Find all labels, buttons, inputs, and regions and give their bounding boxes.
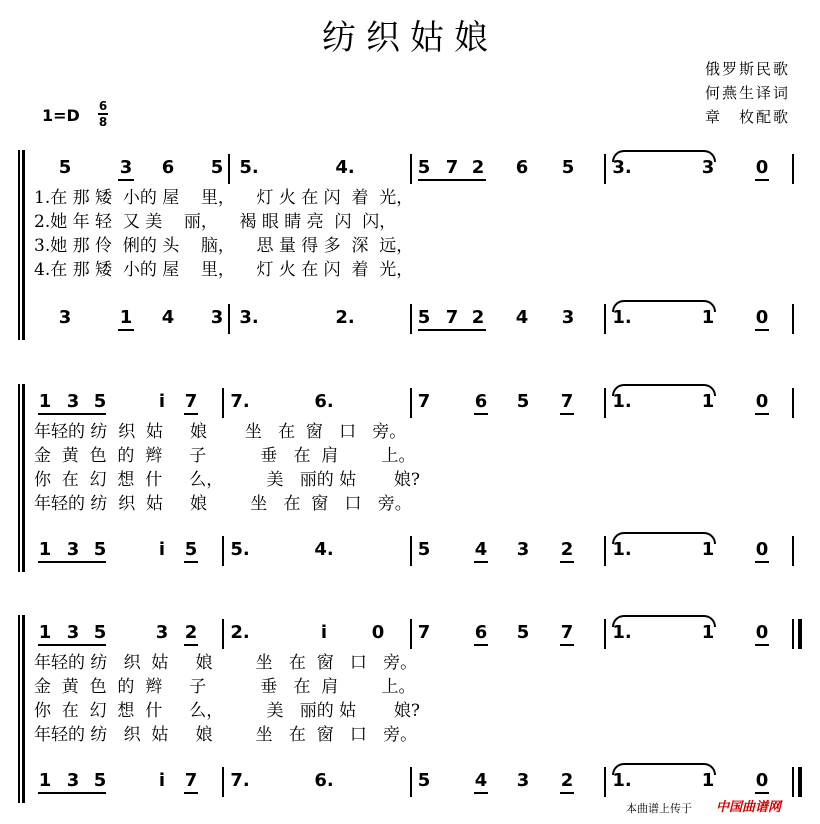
system-brace xyxy=(22,615,25,803)
upper-note: 1 xyxy=(38,391,52,412)
lyric-line: 3.她 那 伶 俐的 头 脑， 思 量 得 多 深 远， xyxy=(34,236,414,256)
beam-underline xyxy=(474,644,488,646)
beam-underline xyxy=(184,561,198,563)
credit-origin: 俄罗斯民歌 xyxy=(704,60,790,78)
beam-underline xyxy=(38,644,106,646)
upper-note: 7 xyxy=(560,622,574,643)
lower-note: 5 xyxy=(93,770,107,791)
barline-upper xyxy=(228,154,230,184)
beam-underline xyxy=(418,179,486,181)
beam-underline xyxy=(755,413,769,415)
lower-note: 2 xyxy=(471,307,485,328)
lyric-line: 1.在 那 矮 小的 屋 里， 灯 火 在 闪 着 光， xyxy=(34,188,414,208)
upper-note: 1. xyxy=(612,391,632,412)
lyric-line: 4.在 那 矮 小的 屋 里， 灯 火 在 闪 着 光， xyxy=(34,260,414,280)
lower-note: 3 xyxy=(561,307,575,328)
lower-note: 5. xyxy=(230,539,250,560)
upper-note: 2. xyxy=(230,622,250,643)
lower-note: 3. xyxy=(239,307,259,328)
lower-note: 0 xyxy=(755,770,769,791)
system-brace-inner xyxy=(18,615,20,803)
barline-lower xyxy=(792,767,794,797)
key-signature: 1=D xyxy=(42,106,80,125)
lyric-line: 年轻的 纺 织 姑 娘 坐 在 窗 口 旁。 xyxy=(34,494,412,514)
barline-lower xyxy=(792,536,794,566)
footer-text: 本曲谱上传于 xyxy=(626,802,692,815)
barline-lower xyxy=(604,304,606,334)
lyric-line: 你 在 幻 想 什 么， 美 丽的 姑 娘? xyxy=(34,701,421,721)
lower-note: 1 xyxy=(38,770,52,791)
lower-note: 1. xyxy=(612,307,632,328)
lower-note: 3 xyxy=(66,539,80,560)
lower-note: 5 xyxy=(184,539,198,560)
upper-note: 2 xyxy=(184,622,198,643)
lyric-line: 年轻的 纺 织 姑 娘 坐 在 窗 口 旁。 xyxy=(34,725,418,745)
barline-upper xyxy=(604,154,606,184)
lyric-line: 金 黄 色 的 辫 子 垂 在 肩 上。 xyxy=(34,677,416,697)
barline-lower xyxy=(410,767,412,797)
upper-note: i xyxy=(158,391,166,412)
site-logo: 中国曲谱网 xyxy=(716,800,782,815)
lower-note: 7. xyxy=(230,770,250,791)
barline-upper xyxy=(410,619,412,649)
lower-note: 1 xyxy=(701,307,715,328)
upper-note: 5 xyxy=(516,622,530,643)
beam-underline xyxy=(755,329,769,331)
upper-note: 7. xyxy=(230,391,250,412)
system-brace xyxy=(22,384,25,572)
upper-note: 3 xyxy=(66,391,80,412)
beam-underline xyxy=(38,413,106,415)
upper-note: 6 xyxy=(161,157,175,178)
barline-upper xyxy=(222,619,224,649)
lower-note: 3 xyxy=(516,539,530,560)
barline-upper xyxy=(222,388,224,418)
barline-upper xyxy=(604,388,606,418)
lower-note: 6. xyxy=(314,770,334,791)
lower-note: 3 xyxy=(210,307,224,328)
upper-note: 7 xyxy=(560,391,574,412)
lower-note: 5 xyxy=(417,539,431,560)
lower-note: 0 xyxy=(755,307,769,328)
beam-underline xyxy=(755,644,769,646)
beam-underline xyxy=(474,413,488,415)
upper-note: 7 xyxy=(417,391,431,412)
time-signature xyxy=(98,100,108,128)
upper-note: 0 xyxy=(755,622,769,643)
barline-upper xyxy=(792,388,794,418)
barline-upper xyxy=(410,388,412,418)
upper-note: 6 xyxy=(474,391,488,412)
lyric-line: 金 黄 色 的 辫 子 垂 在 肩 上。 xyxy=(34,446,416,466)
barline-lower xyxy=(228,304,230,334)
lower-note: 1. xyxy=(612,539,632,560)
lower-note: 2. xyxy=(335,307,355,328)
beam-underline xyxy=(418,329,486,331)
upper-note: 5 xyxy=(210,157,224,178)
beam-underline xyxy=(560,413,574,415)
beam-underline xyxy=(38,792,106,794)
lower-note: i xyxy=(158,770,166,791)
lower-note: 5 xyxy=(417,770,431,791)
lower-note: 5 xyxy=(417,307,431,328)
song-title: 纺织姑娘 xyxy=(322,18,498,58)
beam-underline xyxy=(755,179,769,181)
lower-note: 4. xyxy=(314,539,334,560)
upper-note: i xyxy=(320,622,328,643)
upper-note: 5 xyxy=(417,157,431,178)
upper-note: 6 xyxy=(515,157,529,178)
beam-underline xyxy=(38,561,106,563)
upper-note: 0 xyxy=(371,622,385,643)
lower-note: 1 xyxy=(701,770,715,791)
upper-note: 7 xyxy=(184,391,198,412)
barline-upper xyxy=(604,619,606,649)
upper-note: 3 xyxy=(119,157,133,178)
lower-note: 4 xyxy=(474,770,488,791)
upper-note: 5. xyxy=(239,157,259,178)
upper-note: 5 xyxy=(561,157,575,178)
lower-note: i xyxy=(158,539,166,560)
upper-note: 1. xyxy=(612,622,632,643)
final-barline-upper xyxy=(798,619,802,649)
lower-note: 1. xyxy=(612,770,632,791)
upper-note: 7 xyxy=(445,157,459,178)
beam-underline xyxy=(474,561,488,563)
lower-note: 4 xyxy=(474,539,488,560)
lower-note: 1 xyxy=(38,539,52,560)
upper-note: 6 xyxy=(474,622,488,643)
upper-note: 5 xyxy=(93,391,107,412)
beam-underline xyxy=(184,792,198,794)
beam-underline xyxy=(755,561,769,563)
barline-lower xyxy=(222,767,224,797)
lower-note: 2 xyxy=(560,539,574,560)
system-brace-inner xyxy=(18,150,20,340)
upper-note: 0 xyxy=(755,391,769,412)
system-brace xyxy=(22,150,25,340)
lower-note: 1 xyxy=(119,307,133,328)
beam-underline xyxy=(184,413,198,415)
lower-note: 3 xyxy=(66,770,80,791)
upper-note: 1 xyxy=(38,622,52,643)
lower-note: 3 xyxy=(516,770,530,791)
beam-underline xyxy=(184,644,198,646)
barline-lower xyxy=(792,304,794,334)
time-sig-bottom: 8 xyxy=(98,115,108,129)
lower-note: 3 xyxy=(58,307,72,328)
upper-note: 3 xyxy=(701,157,715,178)
upper-note: 5 xyxy=(516,391,530,412)
lower-note: 5 xyxy=(93,539,107,560)
system-brace-inner xyxy=(18,384,20,572)
beam-underline xyxy=(474,792,488,794)
barline-upper xyxy=(792,154,794,184)
barline-lower xyxy=(222,536,224,566)
beam-underline xyxy=(560,792,574,794)
upper-note: 1 xyxy=(701,391,715,412)
barline-lower xyxy=(410,304,412,334)
upper-note: 6. xyxy=(314,391,334,412)
lyric-line: 年轻的 纺 织 姑 娘 坐 在 窗 口 旁。 xyxy=(34,422,407,442)
barline-lower xyxy=(604,767,606,797)
beam-underline xyxy=(118,179,134,181)
upper-note: 7 xyxy=(417,622,431,643)
barline-upper xyxy=(792,619,794,649)
lyric-line: 2.她 年 轻 又 美 丽， 褐 眼 睛 亮 闪 闪， xyxy=(34,212,397,232)
final-barline-lower xyxy=(798,767,802,797)
credit-lyricist: 何燕生译词 xyxy=(704,84,790,102)
lower-note: 7 xyxy=(184,770,198,791)
upper-note: 5 xyxy=(93,622,107,643)
upper-note: 0 xyxy=(755,157,769,178)
beam-underline xyxy=(755,792,769,794)
lower-note: 2 xyxy=(560,770,574,791)
lower-note: 0 xyxy=(755,539,769,560)
beam-underline xyxy=(118,329,134,331)
barline-lower xyxy=(604,536,606,566)
time-sig-top: 6 xyxy=(98,99,108,113)
upper-note: 4. xyxy=(335,157,355,178)
lyric-line: 你 在 幻 想 什 么， 美 丽的 姑 娘? xyxy=(34,470,421,490)
upper-note: 3 xyxy=(155,622,169,643)
beam-underline xyxy=(560,644,574,646)
upper-note: 3. xyxy=(612,157,632,178)
lower-note: 4 xyxy=(161,307,175,328)
lower-note: 4 xyxy=(515,307,529,328)
beam-underline xyxy=(560,561,574,563)
credit-arranger: 章 枚配歌 xyxy=(704,108,790,126)
lower-note: 1 xyxy=(701,539,715,560)
upper-note: 3 xyxy=(66,622,80,643)
upper-note: 5 xyxy=(58,157,72,178)
barline-upper xyxy=(410,154,412,184)
upper-note: 2 xyxy=(471,157,485,178)
barline-lower xyxy=(410,536,412,566)
lower-note: 7 xyxy=(445,307,459,328)
upper-note: 1 xyxy=(701,622,715,643)
lyric-line: 年轻的 纺 织 姑 娘 坐 在 窗 口 旁。 xyxy=(34,653,418,673)
